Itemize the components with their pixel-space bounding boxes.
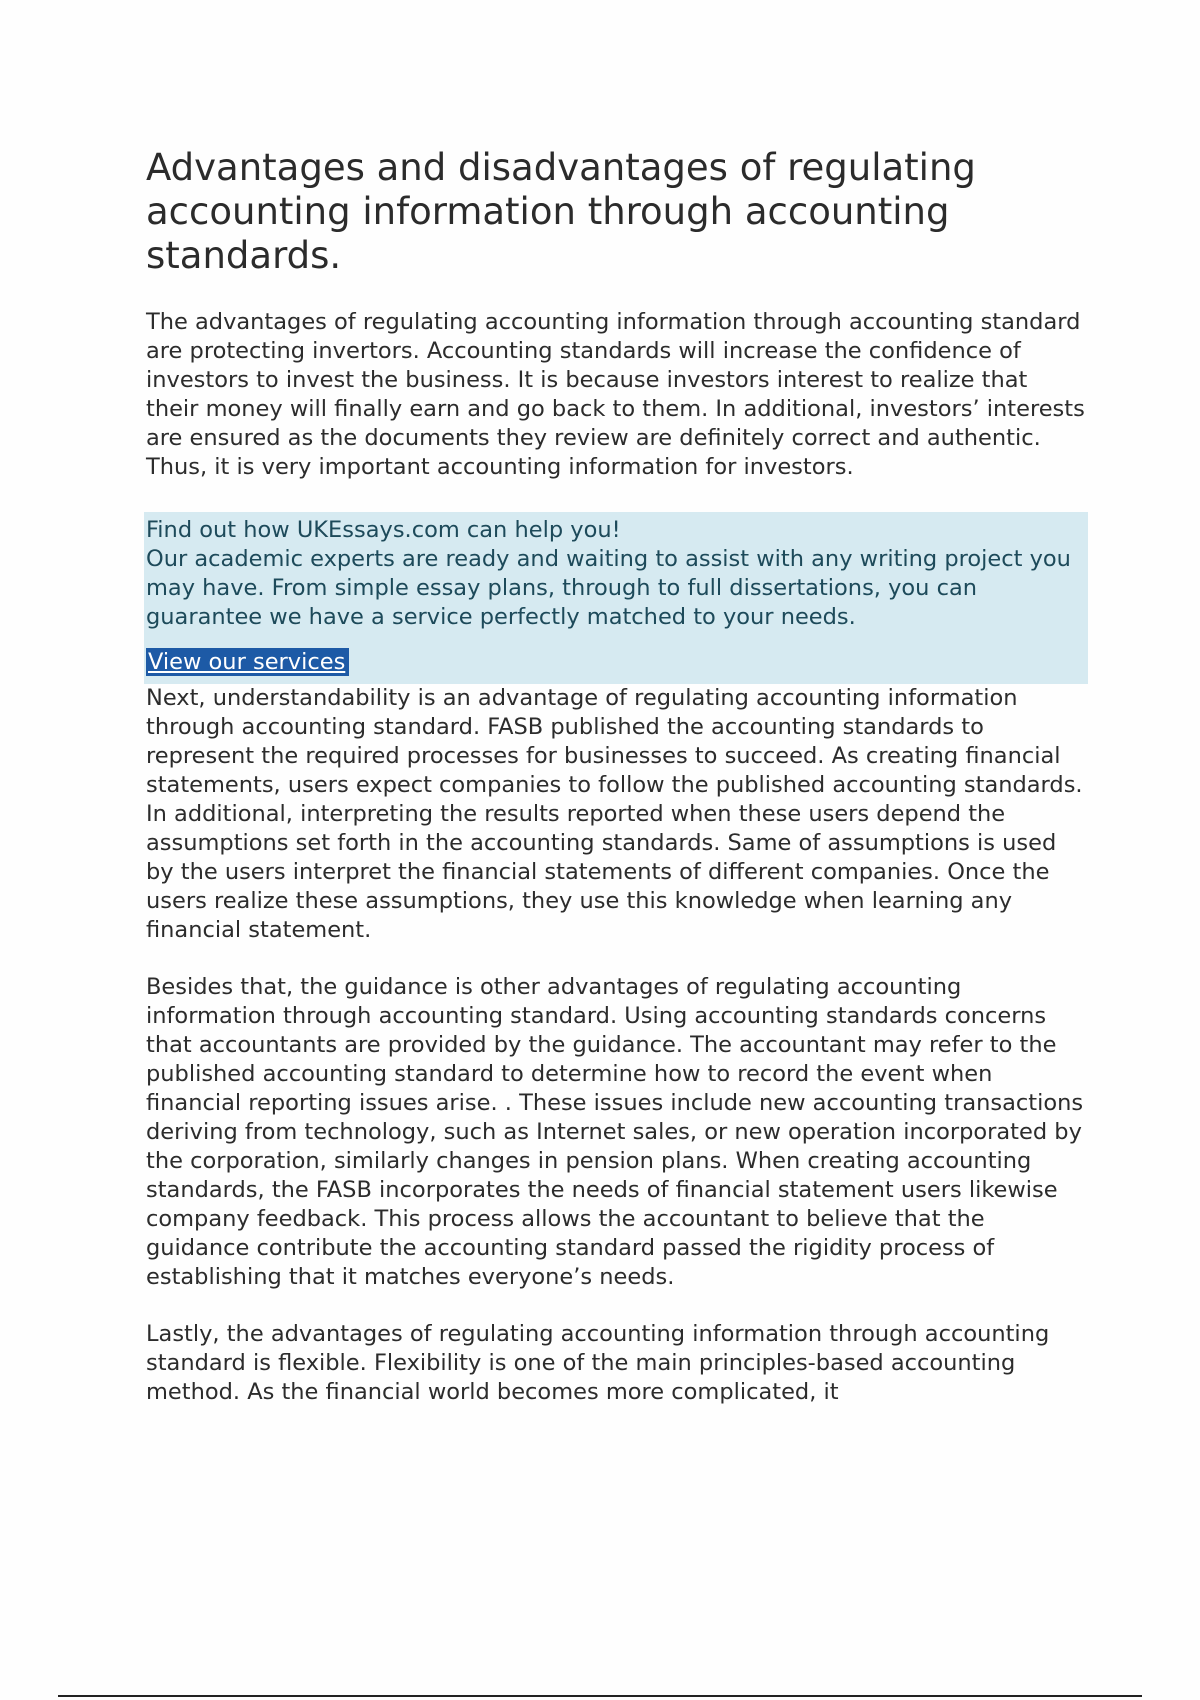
view-services-link[interactable]: View our services: [146, 648, 349, 676]
page-title: Advantages and disadvantages of regulating accounting information through accounting standards.: [146, 146, 976, 277]
paragraph-guidance: Besides that, the guidance is other advantages of regulating accounting information through accounting standard. Using accounting standards concerns that accountants are provided by the guidance. The accountant may refer to the published accounting standard to determine how to record the event when financial reporting issues arise. . These issues include new accounting transactions deriving from technology, such as Internet sales, or new operation incorporated by the corporation, similarly changes in pension plans. When creating accounting standards, the FASB incorporates the needs of financial statement users likewise company feedback. This process allows the accountant to believe that the guidance contribute the accounting standard passed the rigidity process of establishing that it matches everyone’s needs.: [146, 974, 1084, 1290]
promo-box: [144, 512, 1088, 684]
page-bottom-divider: [58, 1695, 1142, 1697]
paragraph-flexibility: Lastly, the advantages of regulating accounting information through accounting standard is flexible. Flexibility is one of the main principles-based accounting method. As the financial world becomes more complicated, it: [146, 1321, 1050, 1405]
paragraph-investors: The advantages of regulating accounting information through accounting standard are protecting invertors. Accounting standards will increase the confidence of investors to invest the business. It is because investors interest to realize that their money will finally earn and go back to them. In additional, investors’ interests are ensured as the documents they review are definitely correct and authentic. Thus, it is very important accounting information for investors.: [146, 309, 1085, 480]
promo-title: Find out how UKEssays.com can help you!: [146, 517, 621, 543]
document-content: [146, 146, 1086, 1407]
paragraph-understandability: Next, understandability is an advantage of regulating accounting information through accounting standard. FASB published the accounting standards to represent the required processes for businesses to succeed. As creating financial statements, users expect companies to follow the published accounting standards. In additional, interpreting the results reported when these users depend the assumptions set forth in the accounting standards. Same of assumptions is used by the users interpret the financial statements of different companies. Once the users realize these assumptions, they use this knowledge when learning any financial statement.: [146, 685, 1083, 943]
promo-body: Our academic experts are ready and waiting to assist with any writing project you may have. From simple essay plans, through to full dissertations, you can guarantee we have a service perfectly matched to your needs.: [146, 546, 1071, 630]
